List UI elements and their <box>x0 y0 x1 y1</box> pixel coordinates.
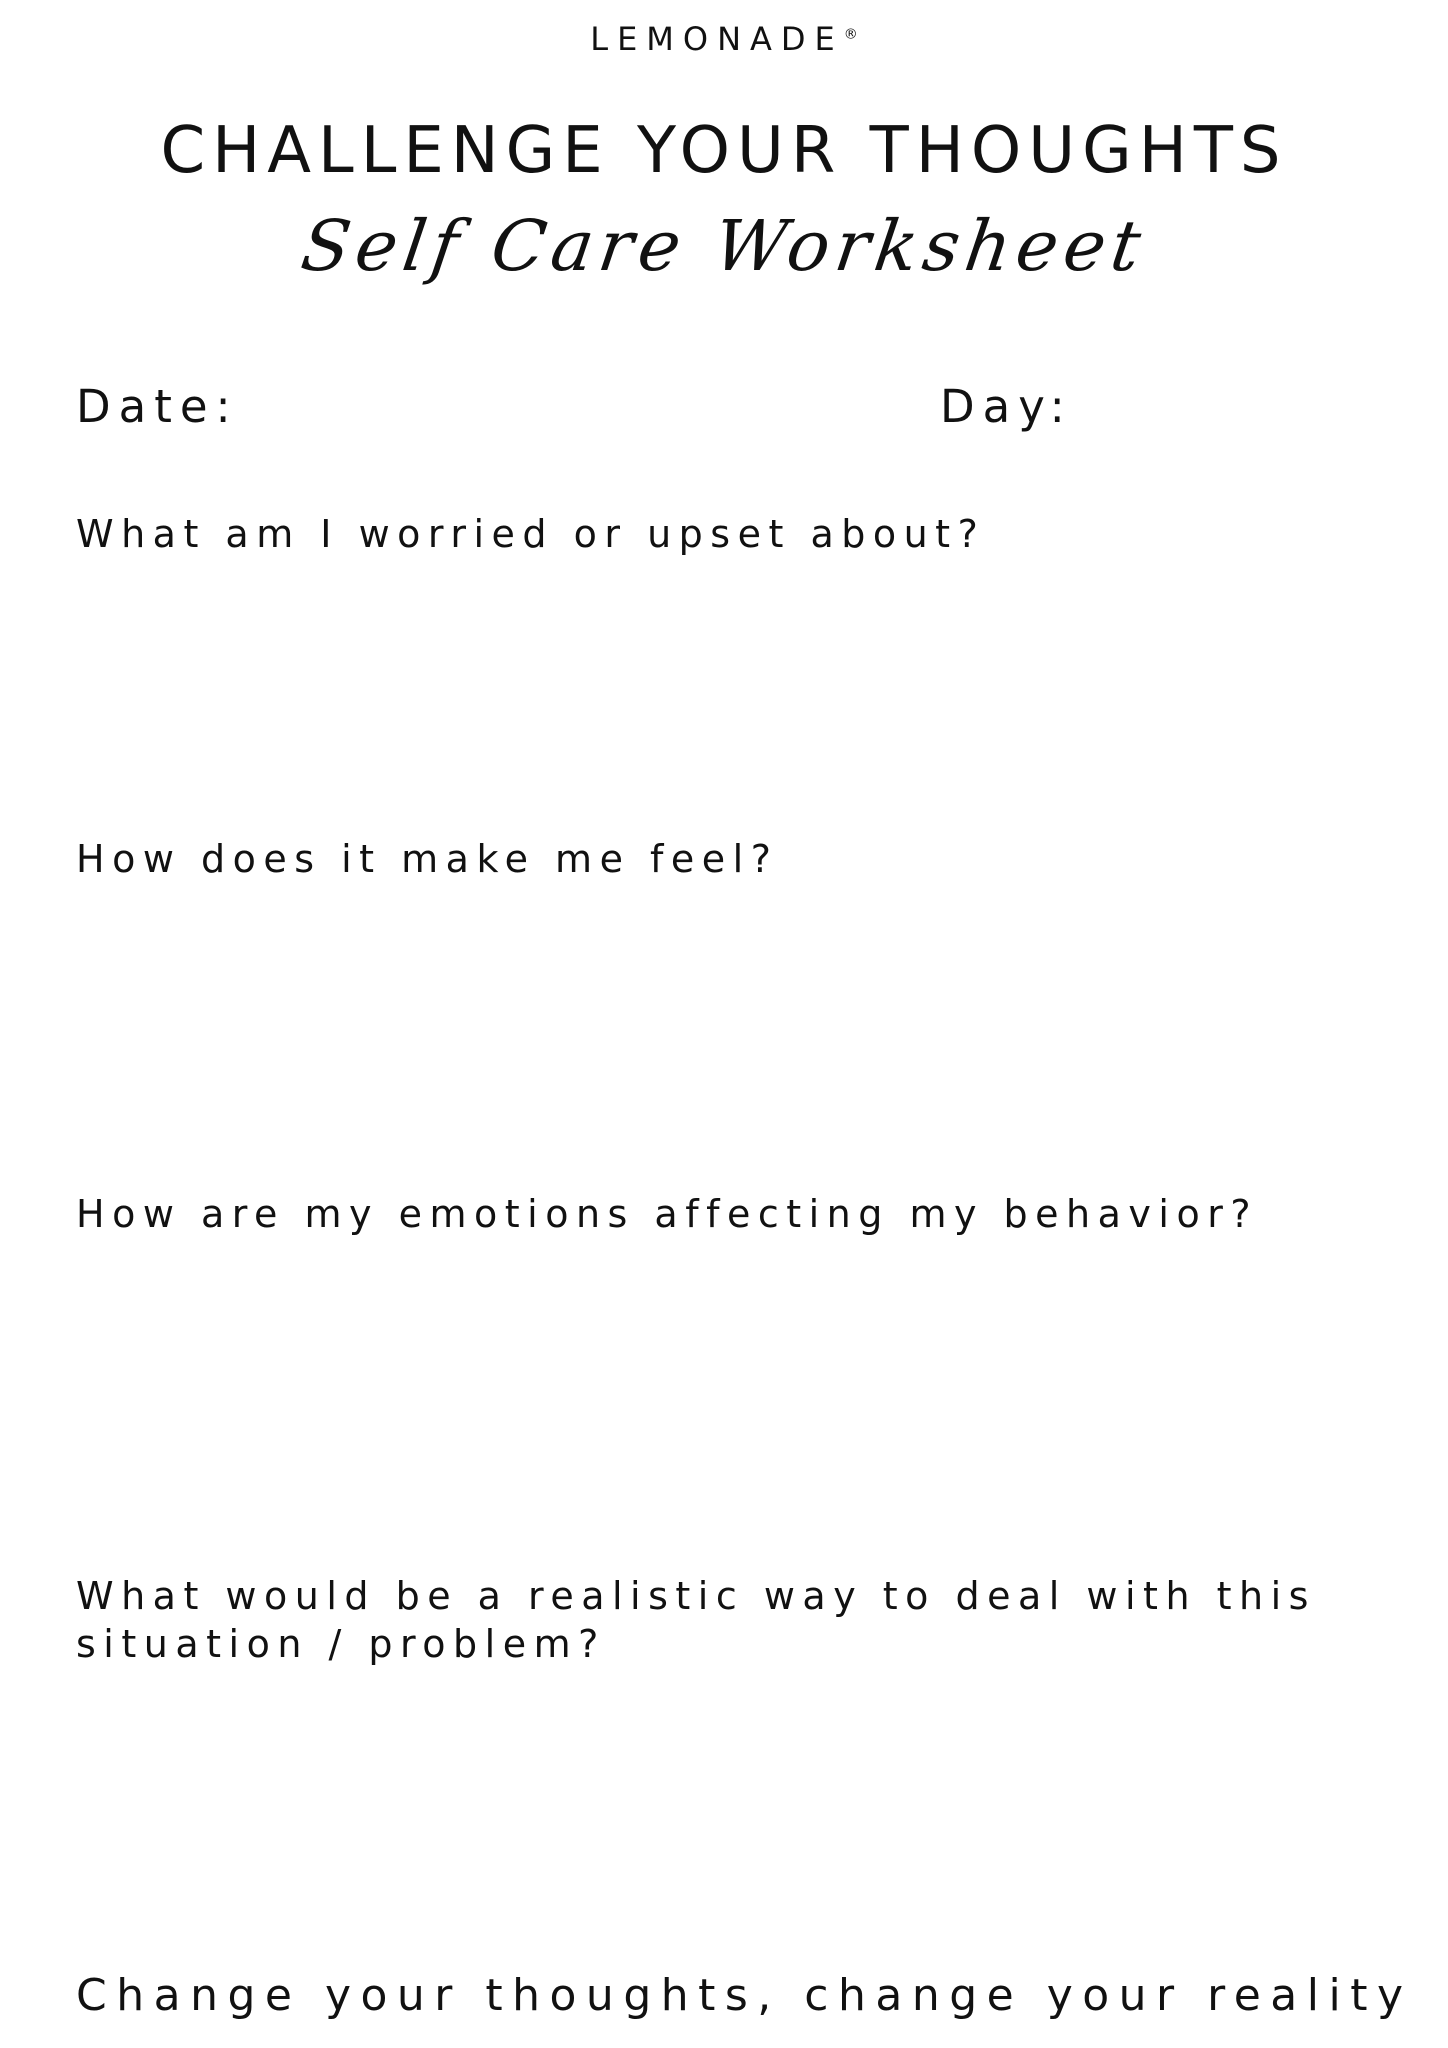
footer-tagline: Change your thoughts, change your reality <box>76 1970 1413 2021</box>
question-realistic-way: What would be a realistic way to deal with this situation / problem? <box>76 1574 1316 1666</box>
answer-area-realistic-way[interactable] <box>76 1680 1372 1950</box>
answer-area-worried[interactable] <box>76 570 1372 810</box>
page-title: CHALLENGE YOUR THOUGHTS <box>160 114 1288 188</box>
day-label: Day: <box>940 380 1073 433</box>
question-worried: What am I worried or upset about? <box>76 512 986 556</box>
question-behavior: How are my emotions affecting my behavior? <box>76 1192 1259 1236</box>
answer-area-behavior[interactable] <box>76 1250 1372 1550</box>
answer-area-feel[interactable] <box>76 895 1372 1165</box>
question-feel: How does it make me feel? <box>76 837 779 881</box>
brand-name: LEMONADE <box>590 20 844 58</box>
brand-logo <box>0 20 1448 58</box>
date-label: Date: <box>76 380 239 433</box>
registered-mark: ® <box>843 26 858 43</box>
page-subtitle: Self Care Worksheet <box>296 205 1152 287</box>
